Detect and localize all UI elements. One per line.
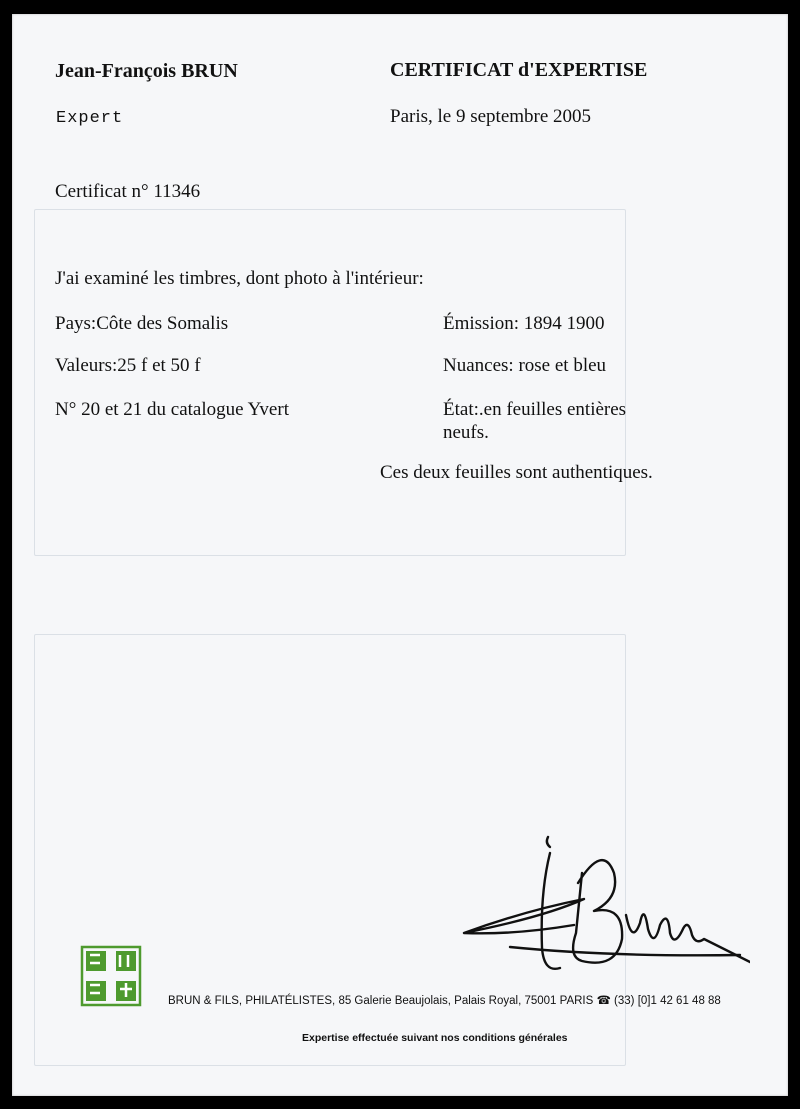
bfa-logo	[80, 945, 142, 1007]
valeurs-label: Valeurs:	[55, 355, 118, 376]
emission-label: Émission:	[443, 313, 520, 334]
pays-line	[55, 313, 228, 336]
footer-company: BRUN & FILS, PHILATÉLISTES,	[168, 995, 336, 1007]
nuances-label: Nuances:	[443, 355, 514, 376]
nuances-value: rose et bleu	[518, 355, 607, 376]
footer-conditions: Expertise effectuée suivant nos conditions générales	[302, 1032, 568, 1044]
pays-label: Pays:	[55, 313, 97, 334]
etat-line	[443, 399, 626, 422]
catalogue-reference: N° 20 et 21 du catalogue Yvert	[55, 399, 289, 420]
expert-role: Expert	[56, 109, 124, 128]
valeurs-line	[55, 355, 201, 378]
intro-text: J'ai examiné les timbres, dont photo à l'intérieur:	[55, 268, 424, 289]
etat-value-continued: neufs.	[443, 422, 489, 443]
footer-city: PARIS	[559, 995, 594, 1007]
footer-street: 85 Galerie Beaujolais, Palais Royal, 75001	[338, 995, 557, 1007]
expert-name: Jean-François BRUN	[55, 60, 238, 82]
footer-address	[168, 993, 721, 1007]
footer-phone: (33) [0]1 42 61 48 88	[614, 995, 721, 1007]
phone-icon: ☎	[596, 995, 611, 1007]
pays-value: Côte des Somalis	[96, 313, 229, 334]
photo-pocket-outline	[34, 209, 626, 556]
place-and-date: Paris, le 9 septembre 2005	[390, 106, 592, 127]
nuances-line	[443, 355, 606, 378]
etat-value: .en feuilles entières	[478, 399, 627, 420]
document-title: CERTIFICAT d'EXPERTISE	[390, 59, 648, 81]
certificate-number: Certificat n° 11346	[55, 181, 201, 202]
emission-value: 1894 1900	[523, 313, 605, 334]
emission-line	[443, 313, 605, 336]
valeurs-value: 25 f et 50 f	[117, 355, 201, 376]
authenticity-statement: Ces deux feuilles sont authentiques.	[380, 462, 653, 483]
signature-image	[450, 815, 750, 985]
etat-label: État:	[443, 399, 479, 420]
